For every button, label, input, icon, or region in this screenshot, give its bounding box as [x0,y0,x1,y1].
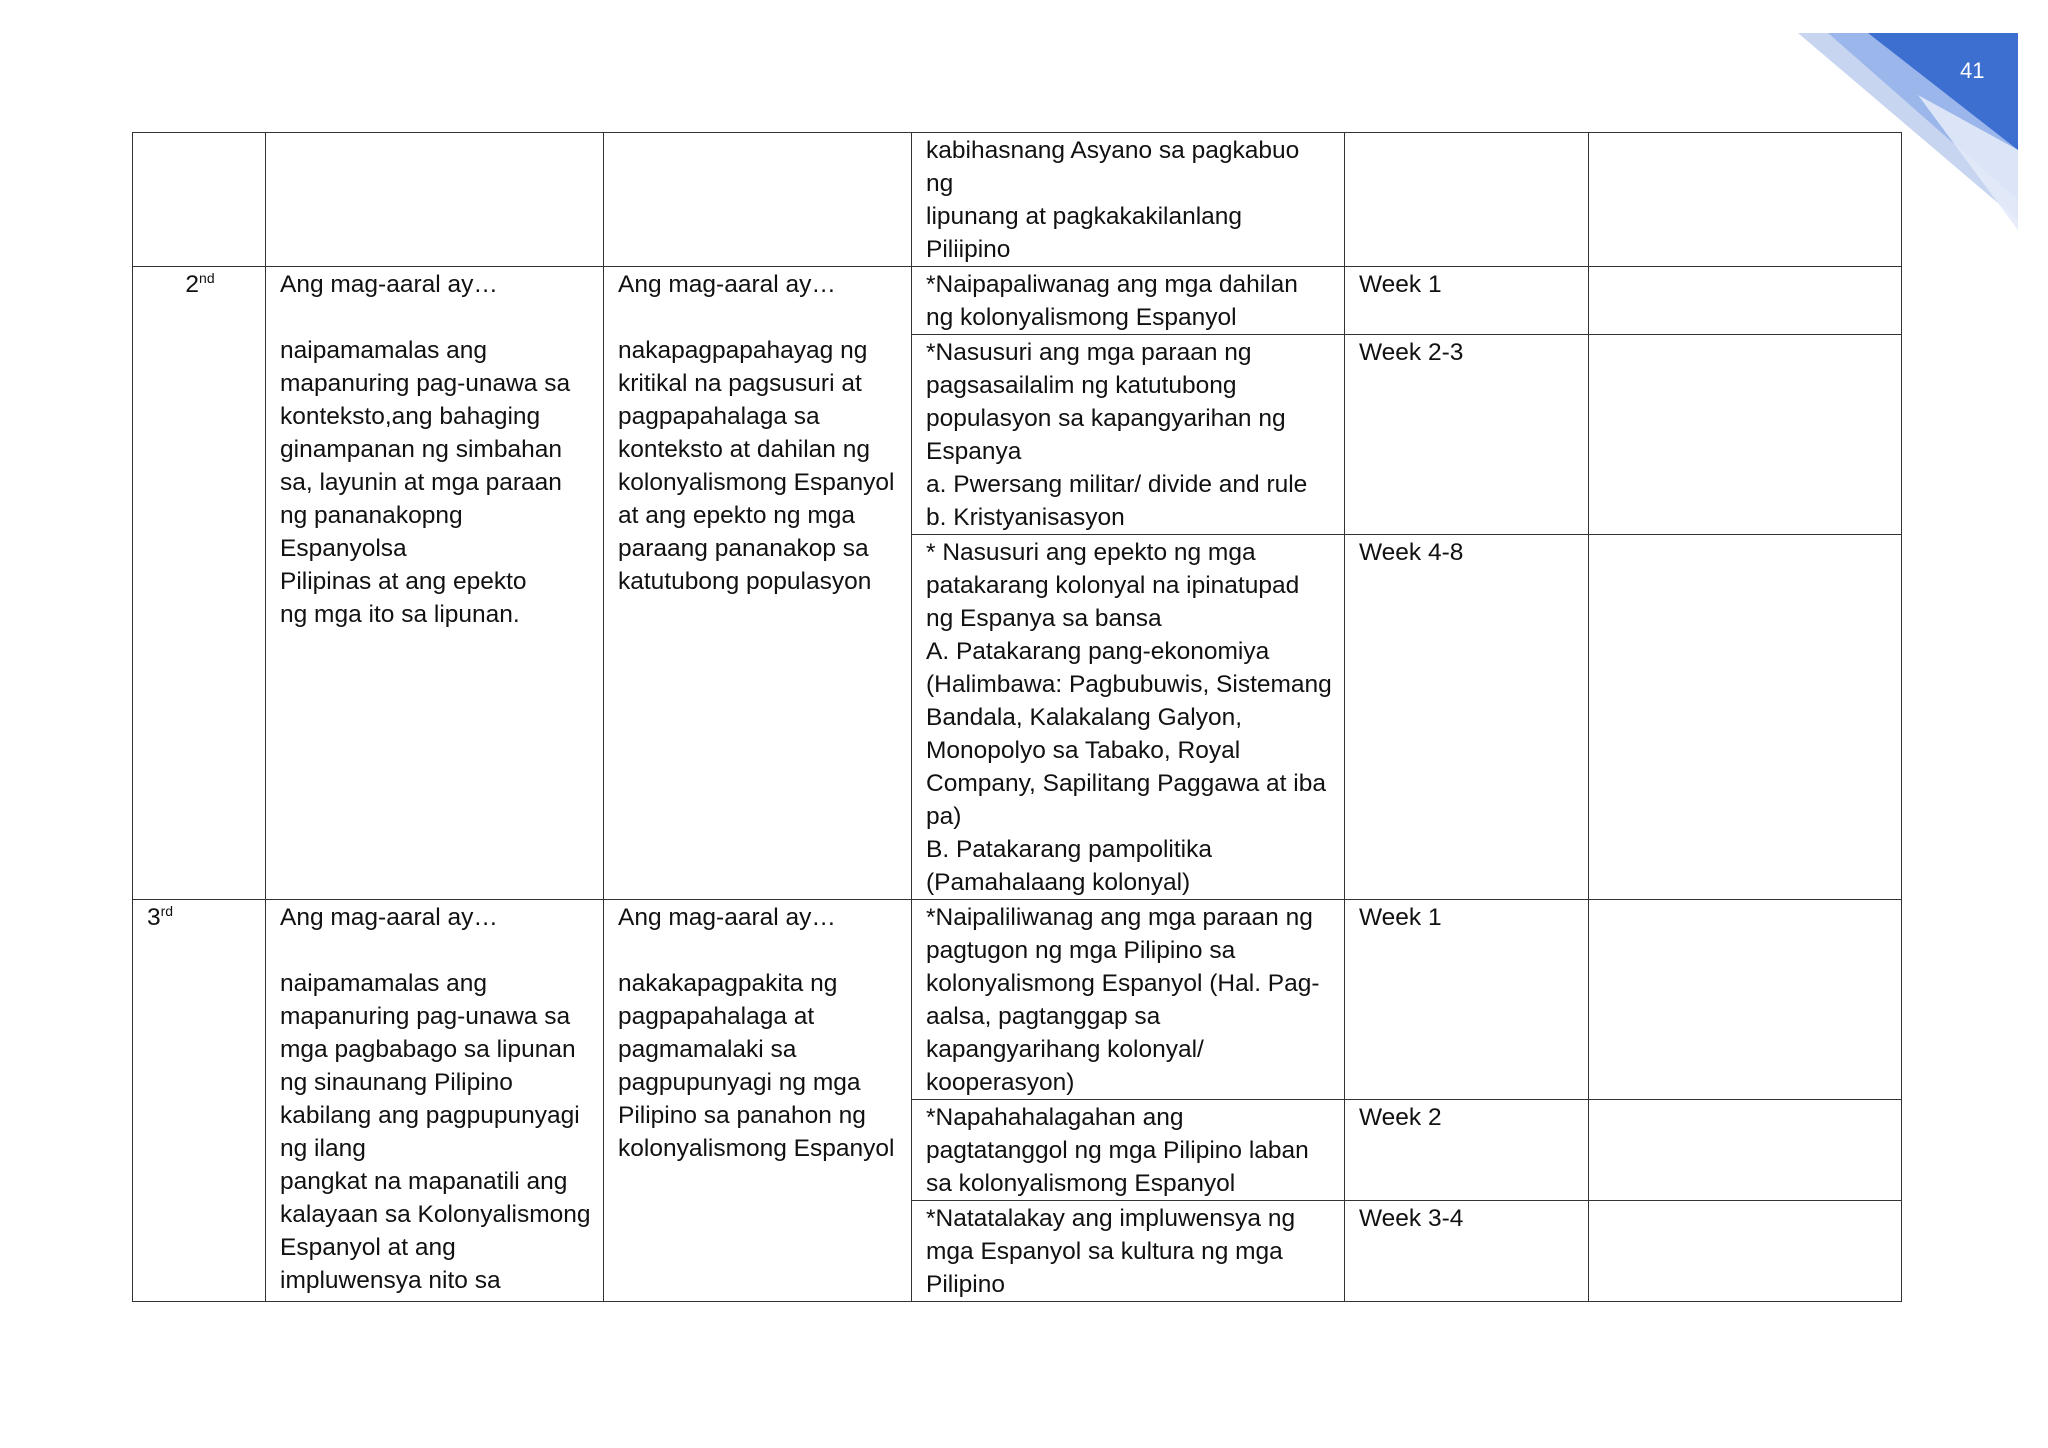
empty-cell [1589,900,1902,1100]
content-standard-cell: Ang mag-aaral ay… naipamamalas ang mapanuring pag-unawa sa konteksto,ang bahaging ginampanan ng simbahan sa, layunin at mga paraan ng pananakopng Espanyolsa Pilipinas at ang epekto ng mga ito sa lipunan. [266,267,604,900]
competency-cell: *Napahahalagahan ang pagtatanggol ng mga Pilipino laban sa kolonyalismong Espanyol [912,1100,1345,1201]
quarter-suffix: nd [199,269,215,286]
content-standard-cell [266,133,604,267]
empty-cell [1589,133,1902,267]
quarter-cell [133,900,266,1302]
empty-cell [1589,1201,1902,1302]
week-cell: Week 3-4 [1345,1201,1589,1302]
week-cell: Week 1 [1345,900,1589,1100]
competency-cell: * Nasusuri ang epekto ng mga patakarang kolonyal na ipinatupad ng Espanya sa bansa A. Patakarang pang-ekonomiya (Halimbawa: Pagbubuwis, Sistemang Bandala, Kalakalang Galyon, Monopolyo sa Tabako, Royal Company, Sapilitang Paggawa at iba pa) B. Patakarang pampolitika (Pamahalaang kolonyal) [912,535,1345,900]
week-cell [1345,133,1589,267]
quarter-suffix: rd [160,902,174,919]
competency-cell: *Naipaliliwanag ang mga paraan ng pagtugon ng mga Pilipino sa kolonyalismong Espanyol (Hal. Pag- aalsa, pagtanggap sa kapangyarihang kolonyal/ kooperasyon) [912,900,1345,1100]
competency-cell: *Nasusuri ang mga paraan ng pagsasailalim ng katutubong populasyon sa kapangyarihan ng Espanya a. Pwersang militar/ divide and rule b. Kristyanisasyon [912,335,1345,535]
page-number: 41 [1960,58,1985,83]
content-standard-cell: Ang mag-aaral ay… naipamamalas ang mapanuring pag-unawa sa mga pagbabago sa lipunan ng sinaunang Pilipino kabilang ang pagpupunyagi ng ilang pangkat na mapanatili ang kalayaan sa Kolonyalismong Espanyol at ang impluwensya nito sa [266,900,604,1302]
table-row [133,133,1902,267]
performance-standard-cell: Ang mag-aaral ay… nakakapagpakita ng pagpapahalaga at pagmamalaki sa pagpupunyagi ng mga Pilipino sa panahon ng kolonyalismong Espanyol [604,900,912,1302]
empty-cell [1589,535,1902,900]
curriculum-table [132,132,1902,1302]
week-cell: Week 2-3 [1345,335,1589,535]
empty-cell [1589,1100,1902,1201]
table-row [133,267,1902,335]
week-cell: Week 1 [1345,267,1589,335]
week-cell: Week 4-8 [1345,535,1589,900]
quarter-number: 2 [185,271,200,298]
performance-standard-cell: Ang mag-aaral ay… nakapagpapahayag ng kritikal na pagsusuri at pagpapahalaga sa konteksto at dahilan ng kolonyalismong Espanyol at ang epekto ng mga paraang pananakop sa katutubong populasyon [604,267,912,900]
quarter-number: 3 [147,904,161,931]
empty-cell [1589,267,1902,335]
empty-cell [1589,335,1902,535]
quarter-cell [133,267,266,900]
quarter-cell [133,133,266,267]
week-cell: Week 2 [1345,1100,1589,1201]
competency-cell: kabihasnang Asyano sa pagkabuo ng lipunang at pagkakakilanlang Piliipino [912,133,1345,267]
table-row [133,900,1902,1100]
competency-cell: *Natatalakay ang impluwensya ng mga Espanyol sa kultura ng mga Pilipino [912,1201,1345,1302]
competency-cell: *Naipapaliwanag ang mga dahilan ng kolonyalismong Espanyol [912,267,1345,335]
performance-standard-cell [604,133,912,267]
